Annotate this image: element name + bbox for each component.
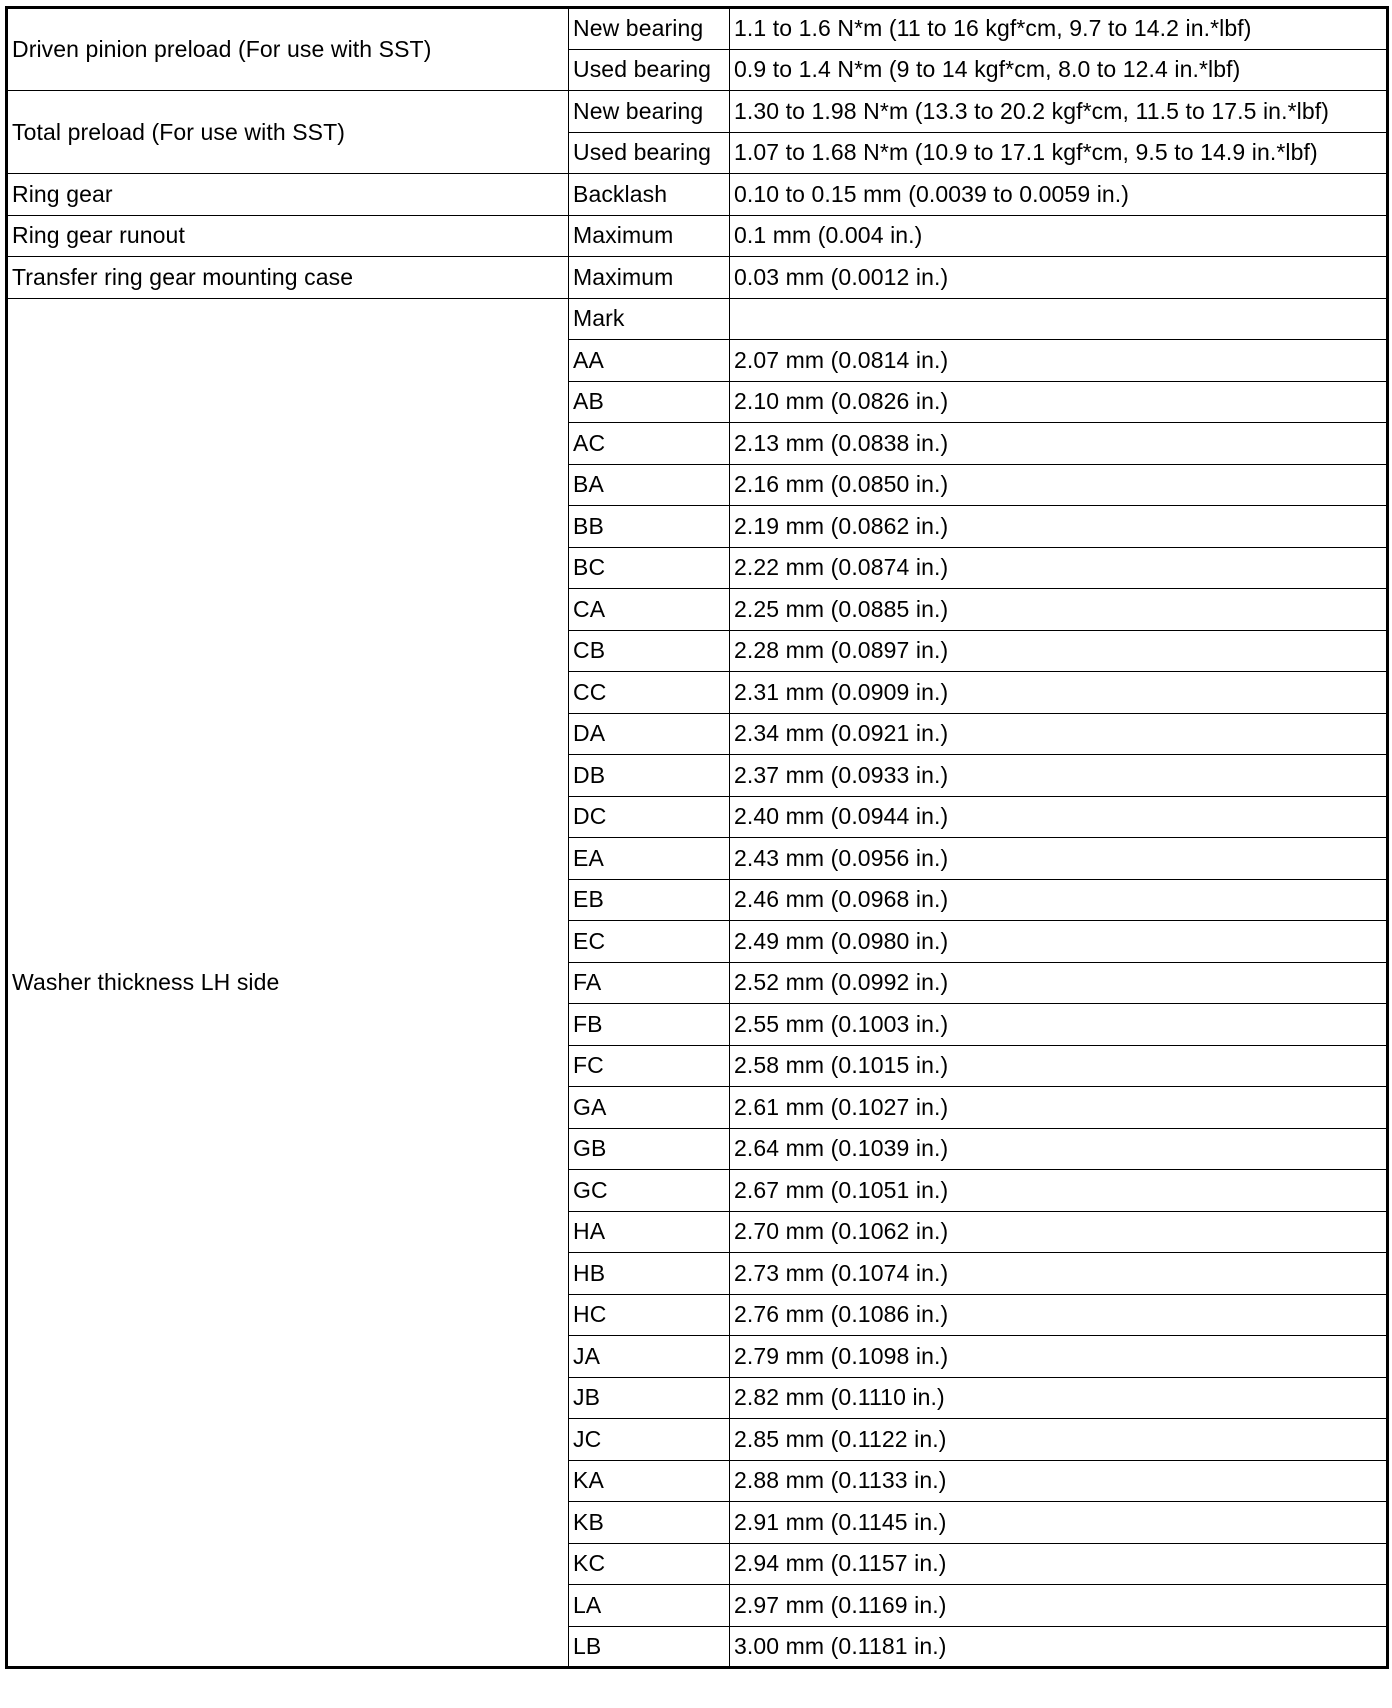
condition-cell: EB bbox=[569, 879, 730, 921]
value-cell: 0.10 to 0.15 mm (0.0039 to 0.0059 in.) bbox=[730, 174, 1388, 216]
condition-cell: HA bbox=[569, 1211, 730, 1253]
condition-cell: Maximum bbox=[569, 215, 730, 257]
table-row bbox=[7, 174, 1388, 216]
value-cell: 2.10 mm (0.0826 in.) bbox=[730, 381, 1388, 423]
value-cell: 2.76 mm (0.1086 in.) bbox=[730, 1294, 1388, 1336]
condition-cell: CC bbox=[569, 672, 730, 714]
item-cell: Ring gear runout bbox=[7, 215, 569, 257]
condition-cell: BC bbox=[569, 547, 730, 589]
condition-cell: CA bbox=[569, 589, 730, 631]
value-cell: 2.49 mm (0.0980 in.) bbox=[730, 921, 1388, 963]
item-cell: Transfer ring gear mounting case bbox=[7, 257, 569, 299]
value-cell: 2.67 mm (0.1051 in.) bbox=[730, 1170, 1388, 1212]
table-row bbox=[7, 215, 1388, 257]
condition-cell: KA bbox=[569, 1460, 730, 1502]
condition-cell: New bearing bbox=[569, 8, 730, 50]
condition-cell: FA bbox=[569, 962, 730, 1004]
condition-cell: Maximum bbox=[569, 257, 730, 299]
condition-cell: DB bbox=[569, 755, 730, 797]
value-cell: 2.88 mm (0.1133 in.) bbox=[730, 1460, 1388, 1502]
value-cell: 2.97 mm (0.1169 in.) bbox=[730, 1585, 1388, 1627]
condition-cell: KB bbox=[569, 1502, 730, 1544]
condition-cell: JB bbox=[569, 1377, 730, 1419]
value-cell: 2.46 mm (0.0968 in.) bbox=[730, 879, 1388, 921]
condition-cell: JA bbox=[569, 1336, 730, 1378]
condition-cell: GB bbox=[569, 1128, 730, 1170]
condition-cell: EA bbox=[569, 838, 730, 880]
condition-cell: Mark bbox=[569, 298, 730, 340]
value-cell: 2.43 mm (0.0956 in.) bbox=[730, 838, 1388, 880]
value-cell: 2.19 mm (0.0862 in.) bbox=[730, 506, 1388, 548]
condition-cell: GA bbox=[569, 1087, 730, 1129]
item-cell: Driven pinion preload (For use with SST) bbox=[7, 8, 569, 91]
value-cell bbox=[730, 298, 1388, 340]
value-cell: 2.55 mm (0.1003 in.) bbox=[730, 1004, 1388, 1046]
item-cell: Total preload (For use with SST) bbox=[7, 91, 569, 174]
condition-cell: HC bbox=[569, 1294, 730, 1336]
value-cell: 0.1 mm (0.004 in.) bbox=[730, 215, 1388, 257]
condition-cell: DA bbox=[569, 713, 730, 755]
condition-cell: CB bbox=[569, 630, 730, 672]
value-cell: 2.22 mm (0.0874 in.) bbox=[730, 547, 1388, 589]
value-cell: 1.1 to 1.6 N*m (11 to 16 kgf*cm, 9.7 to 14.2 in.*lbf) bbox=[730, 8, 1388, 50]
condition-cell: DC bbox=[569, 796, 730, 838]
condition-cell: FB bbox=[569, 1004, 730, 1046]
value-cell: 2.25 mm (0.0885 in.) bbox=[730, 589, 1388, 631]
value-cell: 2.13 mm (0.0838 in.) bbox=[730, 423, 1388, 465]
value-cell: 3.00 mm (0.1181 in.) bbox=[730, 1626, 1388, 1668]
specification-table bbox=[5, 6, 1389, 1669]
condition-cell: LA bbox=[569, 1585, 730, 1627]
value-cell: 2.79 mm (0.1098 in.) bbox=[730, 1336, 1388, 1378]
condition-cell: Used bearing bbox=[569, 132, 730, 174]
value-cell: 1.07 to 1.68 N*m (10.9 to 17.1 kgf*cm, 9.5 to 14.9 in.*lbf) bbox=[730, 132, 1388, 174]
table-row bbox=[7, 257, 1388, 299]
value-cell: 2.58 mm (0.1015 in.) bbox=[730, 1045, 1388, 1087]
item-cell: Washer thickness LH side bbox=[7, 298, 569, 1668]
condition-cell: LB bbox=[569, 1626, 730, 1668]
value-cell: 2.85 mm (0.1122 in.) bbox=[730, 1419, 1388, 1461]
value-cell: 2.52 mm (0.0992 in.) bbox=[730, 962, 1388, 1004]
value-cell: 2.61 mm (0.1027 in.) bbox=[730, 1087, 1388, 1129]
condition-cell: HB bbox=[569, 1253, 730, 1295]
value-cell: 2.40 mm (0.0944 in.) bbox=[730, 796, 1388, 838]
condition-cell: FC bbox=[569, 1045, 730, 1087]
condition-cell: JC bbox=[569, 1419, 730, 1461]
condition-cell: AA bbox=[569, 340, 730, 382]
item-cell: Ring gear bbox=[7, 174, 569, 216]
condition-cell: Used bearing bbox=[569, 49, 730, 91]
condition-cell: GC bbox=[569, 1170, 730, 1212]
condition-cell: AB bbox=[569, 381, 730, 423]
table-row bbox=[7, 91, 1388, 133]
value-cell: 2.64 mm (0.1039 in.) bbox=[730, 1128, 1388, 1170]
value-cell: 1.30 to 1.98 N*m (13.3 to 20.2 kgf*cm, 11.5 to 17.5 in.*lbf) bbox=[730, 91, 1388, 133]
condition-cell: KC bbox=[569, 1543, 730, 1585]
condition-cell: BA bbox=[569, 464, 730, 506]
condition-cell: Backlash bbox=[569, 174, 730, 216]
value-cell: 0.9 to 1.4 N*m (9 to 14 kgf*cm, 8.0 to 12.4 in.*lbf) bbox=[730, 49, 1388, 91]
value-cell: 2.28 mm (0.0897 in.) bbox=[730, 630, 1388, 672]
value-cell: 2.70 mm (0.1062 in.) bbox=[730, 1211, 1388, 1253]
table-row bbox=[7, 8, 1388, 50]
value-cell: 2.31 mm (0.0909 in.) bbox=[730, 672, 1388, 714]
value-cell: 2.16 mm (0.0850 in.) bbox=[730, 464, 1388, 506]
value-cell: 2.82 mm (0.1110 in.) bbox=[730, 1377, 1388, 1419]
table-row bbox=[7, 298, 1388, 340]
value-cell: 2.37 mm (0.0933 in.) bbox=[730, 755, 1388, 797]
value-cell: 2.91 mm (0.1145 in.) bbox=[730, 1502, 1388, 1544]
condition-cell: New bearing bbox=[569, 91, 730, 133]
value-cell: 2.94 mm (0.1157 in.) bbox=[730, 1543, 1388, 1585]
value-cell: 0.03 mm (0.0012 in.) bbox=[730, 257, 1388, 299]
specification-table-body bbox=[7, 8, 1388, 1668]
value-cell: 2.73 mm (0.1074 in.) bbox=[730, 1253, 1388, 1295]
condition-cell: EC bbox=[569, 921, 730, 963]
value-cell: 2.34 mm (0.0921 in.) bbox=[730, 713, 1388, 755]
condition-cell: BB bbox=[569, 506, 730, 548]
value-cell: 2.07 mm (0.0814 in.) bbox=[730, 340, 1388, 382]
condition-cell: AC bbox=[569, 423, 730, 465]
